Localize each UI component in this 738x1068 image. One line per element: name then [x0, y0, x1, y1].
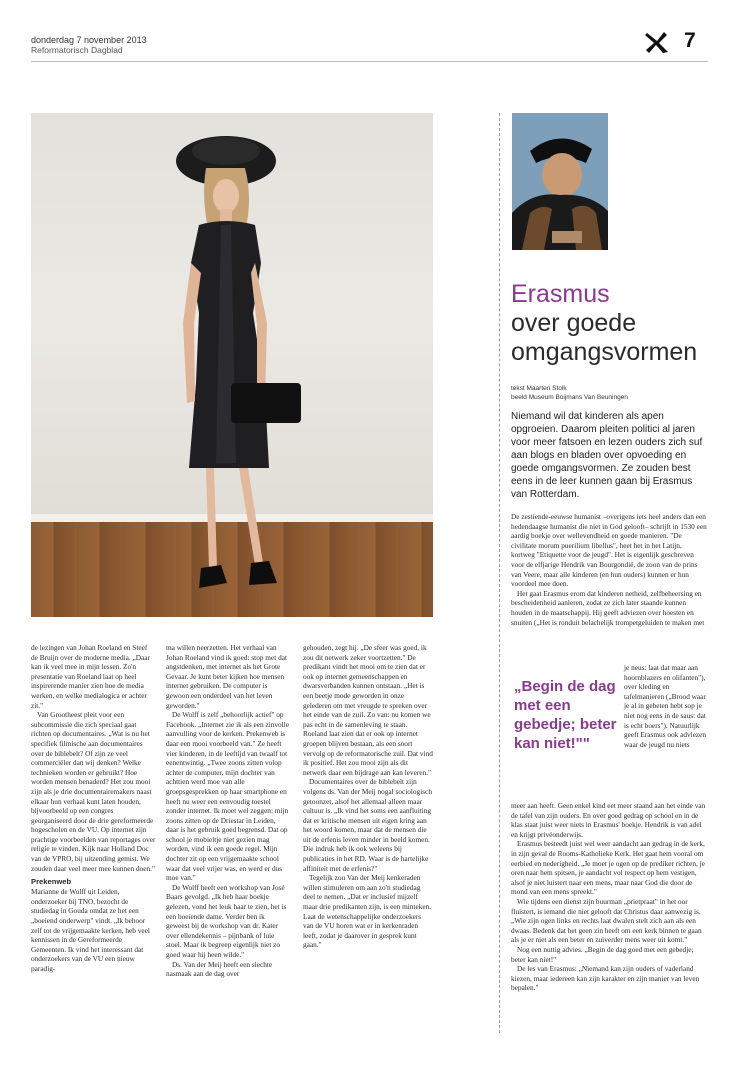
- credit-image: beeld Museum Boijmans Van Beuningen: [511, 394, 628, 401]
- article-credits: [511, 384, 628, 402]
- column-divider: [499, 113, 500, 1033]
- body-paragraph: Tegelijk zou Van der Meij kenkeraden willen stimuleren om aan zo'n studiedag deel te nemen. „Dat er inclusief mijzelf maar drie predikanten zijn, is een minteken. Laat de wetenschappelijke onderzoekers van de VU horen wat er in kerkenraden leeft, zodat je daarover in gesprek kunt gaan.": [303, 873, 432, 950]
- body-column-2: [166, 643, 289, 979]
- body-paragraph: Nog een nuttig advies. „Begin de dag goed met een gebedje; beter kan niet!": [511, 944, 694, 964]
- page-number: 7: [684, 29, 696, 52]
- erasmus-portrait: [512, 113, 608, 250]
- article-title-colored: Erasmus: [511, 280, 610, 308]
- body-paragraph: De Wolff heeft een workshop van José Baars gevolgd. „Ik heb haar boekje gelezen, vond het leuk haar te zien, het is een boeiende dame. Verder ben ik geweest bij de workshop van dr. Kater over ellendekennis – pijnbank of luie stoel. Maar ik begreep eigenlijk niet zo goed waar hij heen wilde.": [166, 882, 287, 959]
- body-paragraph: Ds. Van der Meij heeft een slechte nasmaak aan de dag over: [166, 959, 273, 979]
- header-paper-name: Reformatorisch Dagblad: [31, 45, 123, 55]
- body-paragraph: ma willen neerzetten. Het verhaal van Johan Roeland vind ik goed: stop met dat angstdenken, met internet als het Grote Gevaar. Je kunt beter kijken hoe mensen internet gebruiken. De computer is gewoon een onderdeel van het leven geworden.": [166, 643, 287, 710]
- article-lead: Niemand wil dat kinderen als apen opgroeien. Daarom pleiten politici al jaren voor meer fatsoen en lezen ouders zich suf aan blogs en bladen over opvoeding en goede omgangsvormen. Ze zouden best eens in de leer kunnen gaan bij Erasmus van Rotterdam.: [511, 411, 703, 500]
- header-rule: [31, 61, 708, 62]
- woman-figure: [31, 113, 433, 617]
- body-column-1: [31, 643, 156, 974]
- body-paragraph: Erasmus besteedt juist wel weer aandacht aan gedrag in de kerk, in zijn geval de Rooms-Katholieke Kerk. Het gaat hem vooral om eerbied en nederigheid. „Je moet je ogen op de prediker richten, je oren naar hem spitsen, je aandacht vol respect op hem vestigen, alsof je niet luistert naar een mens, maar naar God die door de mond van een mens spreekt.": [511, 839, 705, 897]
- body-paragraph: De Wolff is zelf „behoorlijk actief" op Facebook. „Internet zie ik als een zinvolle aanvulling voor de kerken. Prekenweb is daar een mooi voorbeeld van." Ze heeft vier kinderen, in de leeftijd van twaalf tot eenentwintig. „Twee zoons zitten volop achter de computer, mijn dochter van achttien werd moe van alle groepsgesprekken op haar smartphone en heeft nu weer een eenvoudig toestel zonder internet. Ik moet wel zeggen: mijn zoons zitten op de Driestar in Leiden, daar is het gebruik goed begrensd. Dat op school je mobieltje niet gezien mag worden, vind ik een goede regel. Mijn dochter zit op een vrijgemaakte school waar dat veel vrijer was, en werd er dus moe van.": [166, 710, 289, 883]
- body-paragraph: gehouden, zegt hij. „De sfeer was goed, ik zou dit netwerk zeker voortzetten." De predikant vindt het mooi om te zien dat er ook op internet gemeenschappen en dwarsverbanden kunnen ontstaan. „Het is een beetje mode geworden in onze gelederen om met vreugde te spreken over het einde van de zuil. Zo van: nu komen we pas echt in de samenleving te staan. Roeland laat zien dat er ook op internet groepen blijven bestaan, als een soort vervolg op de reformatorische zuil. Dat vind ik positief. Het zou mooi zijn als dit netwerk daar een bijdrage aan kan leveren.": [303, 643, 433, 777]
- subheading-prekenweb: Prekenweb: [31, 877, 72, 887]
- erasmus-body-bottom: [511, 801, 707, 993]
- body-paragraph: je neus: laat dat maar aan hoornblazers en olifanten"), over kleding en tafelmanieren („Brood waar je al in gebeten hebt sop je niet nog eens in de saus: dat is echt boers"). Natuurlijk geeft Erasmus ook adviezen waar de jeugd nu niets: [624, 663, 707, 749]
- erasmus-body-top: [511, 512, 707, 627]
- erasmus-body-side: [624, 663, 708, 749]
- credit-text: tekst Maarten Stolk: [511, 385, 567, 392]
- body-paragraph: Wie tijdens een dienst zijn buurman „prietpraat" in het oor fluistert, is iemand die niet gelooft dat Christus daar aanwezig is. „Wie zijn ogen links en rechts laat dwalen stelt zich aan als een dwaas. Bedenk dat het geen zin heeft om een kerk binnen te gaan als je er niet als een beter en zuiverder mens weer uit komt.": [511, 896, 702, 945]
- body-column-3: [303, 643, 433, 950]
- pull-quote: „Begin de dag met een gebedje; beter kan niet!"": [514, 678, 617, 752]
- body-paragraph: Documentaires over de biblebelt zijn volgens ds. Van der Meij nogal sociologisch getoonzet, alsof het allemaal alleen maar cultuur is. „Ik vind het soms een aanfluiting dat er kritische mensen uit eigen kring aan het woord komen, maar dat de mensen die uit de erfenis leven minder in beeld komen. Die indruk heb ik ook weleens bij publicaties in het RD. Waar is de hartelijke affiniteit met de erfenis?": [303, 777, 432, 873]
- article-title-line2: over goede: [511, 309, 637, 337]
- body-paragraph: meer aan heeft. Geen enkel kind eet meer staand aan het einde van de tafel van zijn ouders. En over goed gedrag op school en in de klas staat juist weer niets in Erasmus' boekje. Hendrik is van adel en krijgt privéonderwijs.: [511, 801, 706, 839]
- body-paragraph: De les van Erasmus: „Niemand kan zijn ouders of vaderland kiezen, maar iedereen kan zijn karakter en zijn manier van leven bepalen.": [511, 964, 700, 993]
- body-paragraph: de lezingen van Johan Roeland en Steef de Bruijn over de moderne media. „Daar kan ik veel mee in mijn lessen. Zo'n presentatie van Roeland laat op heel inspirerende manier zien hoe de media werken, en welke medialogica er achter zit.": [31, 643, 150, 710]
- body-paragraph: Marianne de Wolff uit Leiden, onderzoeker bij TNO, bezocht de studiedag in Gouda omdat ze het een „boeiend onderwerp" vindt. „Ik behoor zelf tot de vrijgemaakte kerken, heb veel kennissen in de Gereformeerde Gemeenten. Ik vind het interessant dat onderzoekers van de VU een nieuw paradig-: [31, 887, 150, 973]
- header-date: donderdag 7 november 2013: [31, 35, 147, 45]
- body-paragraph: Van Grootheest pleit voor een subcommissie die zich speciaal gaat richten op documentaires. „Wat is nu het specifiek filmische aan documentaires over de biblebelt? Of zijn ze veel commerciëler dan wij denken? Welke technieken worden er gebruikt? Hoe worden mensen benaderd? Het zou mooi zijn als je drie documentairemakers naast elkaar hun verhaal kunt laten houden, bijvoorbeeld op een congres georganiseerd door de drie gereformeerde hogescholen en de VU. Op internet zijn prachtige voorbeelden van reportages over religie te vinden. Kijk naar Holland Doc van de VPRO, bij uitzending gemist. We zouden daar veel meer mee kunnen doen.": [31, 710, 156, 873]
- article-title-line3: omgangsvormen: [511, 338, 698, 366]
- body-paragraph: Het gaat Erasmus erom dat kinderen netheid, zelfbeheersing en bescheidenheid aanleren, zodat ze zich later staande kunnen houden in de maatschappij. Hij geeft adviezen over hoesten en snuiten („Het is ronduit belachelijk trompetgeluiden te maken met: [511, 588, 705, 627]
- x-arrow-logo-icon: [644, 29, 670, 55]
- body-paragraph: De zestiende-eeuwse humanist –overigens iets heel anders dan een hedendaagse humanist die niet in God gelooft– schrijft in 1530 een aardig boekje over wellevendheid en goede manieren. "De civilitate morum puerilium libellus", heet het in het Latijn, kortweg "Etiquette voor de jeugd". Het is eigenlijk geschreven voor de elfjarige Hendrik van Bourgondië, de zoon van de prins van Veere, maar alle kinderen (en hun ouders) kunnen er hun voordeel mee doen.: [511, 512, 707, 589]
